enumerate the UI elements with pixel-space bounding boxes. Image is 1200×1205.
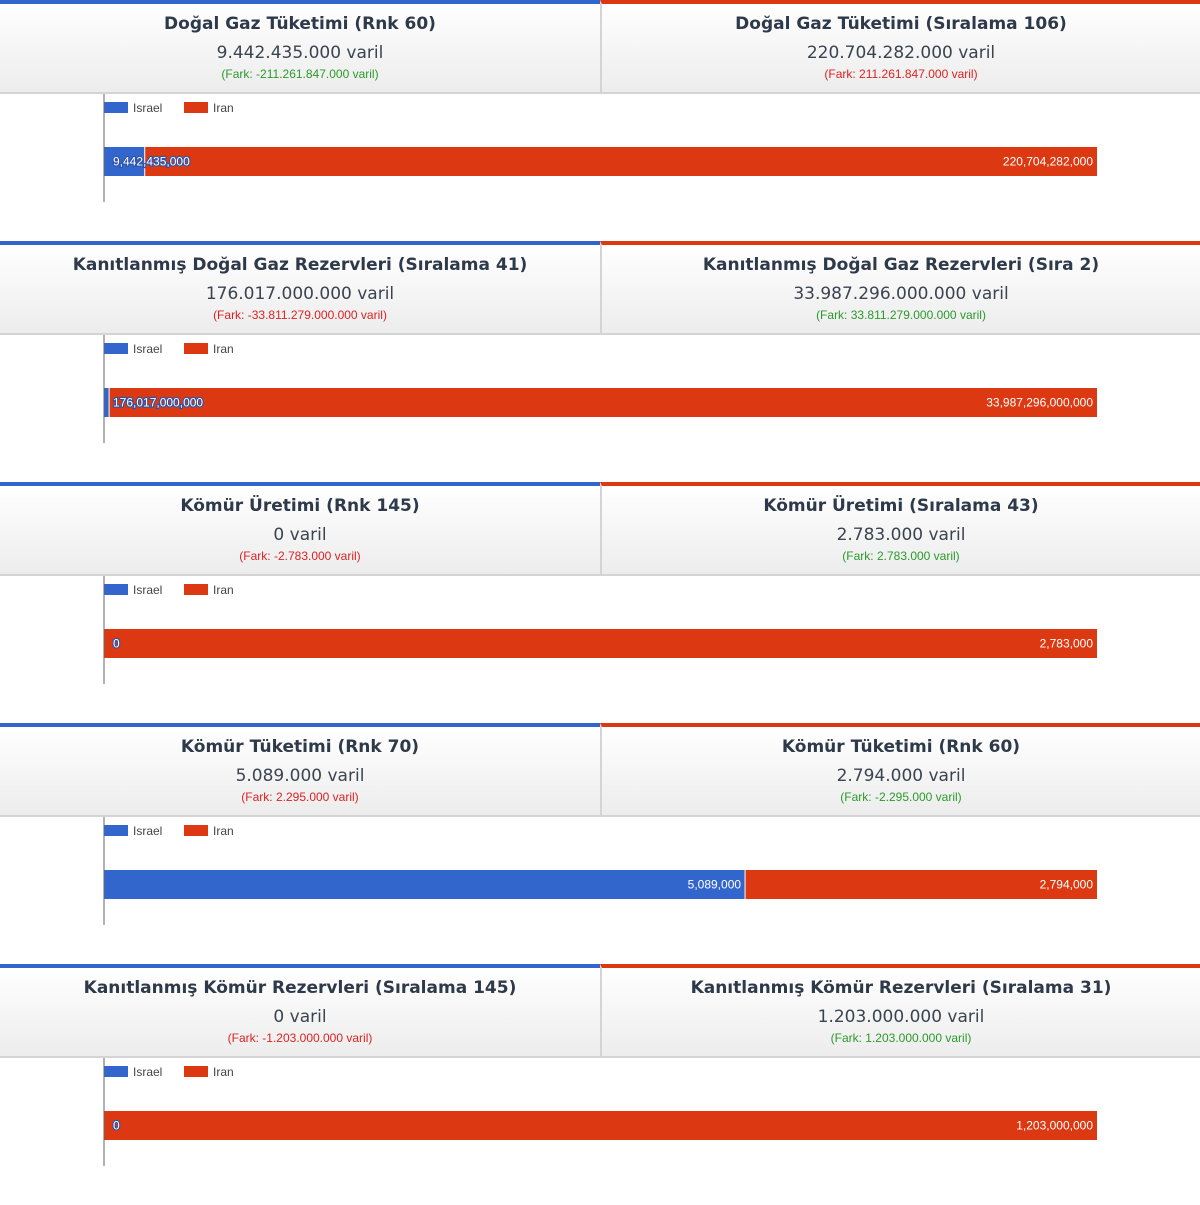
iran-stat-title: Kömür Üretimi (Sıralama 43) [763, 496, 1039, 516]
iran-stat [600, 964, 1200, 1058]
comparison-section [0, 0, 1200, 241]
chart-legend [104, 1065, 234, 1079]
chart-legend [104, 824, 234, 838]
legend-swatch-israel [104, 1066, 128, 1077]
section-header [0, 0, 1200, 94]
data-label-iran: 1,203,000,000 [1016, 1118, 1093, 1133]
section-header [0, 964, 1200, 1058]
israel-stat-diff: (Fark: -2.783.000 varil) [239, 549, 361, 563]
iran-stat-value: 33.987.296.000.000 varil [793, 284, 1009, 304]
chart-svg [0, 817, 1200, 964]
comparison-section [0, 964, 1200, 1205]
iran-stat [600, 482, 1200, 576]
legend-label-israel: Israel [133, 583, 163, 597]
section-header [0, 241, 1200, 335]
legend-label-israel: Israel [133, 101, 163, 115]
chart-svg [0, 576, 1200, 723]
bar-iran [145, 147, 1097, 176]
israel-stat-diff: (Fark: -1.203.000.000 varil) [227, 1031, 373, 1045]
data-label-iran: 2,794,000 [1039, 877, 1093, 892]
iran-stat-diff: (Fark: 33.811.279.000.000 varil) [816, 308, 986, 322]
legend-label-israel: Israel [133, 1065, 163, 1079]
data-label-iran: 220,704,282,000 [1002, 154, 1093, 169]
comparison-section [0, 723, 1200, 964]
bar-chart [0, 1058, 1200, 1205]
israel-stat-diff: (Fark: 2.295.000 varil) [241, 790, 359, 804]
bar-chart [0, 817, 1200, 964]
israel-stat [0, 0, 600, 94]
bar-chart [0, 576, 1200, 723]
legend-label-israel: Israel [133, 824, 163, 838]
iran-stat-title: Kanıtlanmış Kömür Rezervleri (Sıralama 31) [690, 978, 1112, 998]
legend-swatch-israel [104, 102, 128, 113]
bar-chart [0, 94, 1200, 241]
chart-legend [104, 342, 234, 356]
legend-swatch-israel [104, 343, 128, 354]
bar-chart [0, 335, 1200, 482]
israel-stat [0, 241, 600, 335]
comparison-section [0, 482, 1200, 723]
section-header [0, 482, 1200, 576]
iran-stat-diff: (Fark: 1.203.000.000 varil) [830, 1031, 972, 1045]
bar-iran [104, 629, 1097, 658]
israel-stat-diff: (Fark: -211.261.847.000 varil) [221, 67, 379, 81]
iran-stat [600, 241, 1200, 335]
chart-legend [104, 101, 234, 115]
chart-svg [0, 335, 1200, 482]
iran-stat [600, 723, 1200, 817]
iran-stat-value: 2.794.000 varil [836, 766, 966, 786]
data-label-israel: 0 [113, 636, 120, 651]
iran-stat-title: Kömür Tüketimi (Rnk 60) [781, 737, 1021, 757]
comparison-section [0, 241, 1200, 482]
data-label-iran: 2,783,000 [1039, 636, 1093, 651]
data-label-iran: 33,987,296,000,000 [986, 395, 1093, 410]
legend-label-iran: Iran [213, 342, 234, 356]
iran-stat [600, 0, 1200, 94]
legend-label-iran: Iran [213, 583, 234, 597]
israel-stat-value: 9.442.435.000 varil [216, 43, 384, 63]
israel-stat-diff: (Fark: -33.811.279.000.000 varil) [213, 308, 387, 322]
chart-legend [104, 583, 234, 597]
iran-stat-value: 220.704.282.000 varil [806, 43, 996, 63]
chart-svg [0, 94, 1200, 241]
legend-swatch-iran [184, 102, 208, 113]
iran-stat-value: 2.783.000 varil [836, 525, 966, 545]
legend-label-israel: Israel [133, 342, 163, 356]
israel-stat-title: Kömür Üretimi (Rnk 145) [180, 496, 420, 516]
legend-swatch-iran [184, 584, 208, 595]
bar-israel [104, 870, 745, 899]
legend-swatch-israel [104, 584, 128, 595]
israel-stat-value: 176.017.000.000 varil [205, 284, 395, 304]
israel-stat [0, 723, 600, 817]
legend-label-iran: Iran [213, 101, 234, 115]
bar-iran [109, 388, 1097, 417]
iran-stat-diff: (Fark: -2.295.000 varil) [840, 790, 962, 804]
data-label-israel: 176,017,000,000 [113, 395, 204, 410]
bar-iran [104, 1111, 1097, 1140]
legend-label-iran: Iran [213, 824, 234, 838]
data-label-israel: 5,089,000 [687, 877, 742, 892]
iran-stat-value: 1.203.000.000 varil [817, 1007, 985, 1027]
data-label-israel: 0 [113, 1118, 120, 1133]
israel-stat-value: 0 varil [273, 1007, 327, 1027]
bar-israel [104, 388, 109, 417]
legend-swatch-iran [184, 1066, 208, 1077]
legend-swatch-israel [104, 825, 128, 836]
israel-stat-value: 0 varil [273, 525, 327, 545]
israel-stat [0, 482, 600, 576]
chart-svg [0, 1058, 1200, 1205]
legend-label-iran: Iran [213, 1065, 234, 1079]
israel-stat [0, 964, 600, 1058]
israel-stat-title: Kanıtlanmış Kömür Rezervleri (Sıralama 145) [83, 978, 517, 998]
israel-stat-title: Kömür Tüketimi (Rnk 70) [180, 737, 420, 757]
iran-stat-diff: (Fark: 2.783.000 varil) [842, 549, 960, 563]
legend-swatch-iran [184, 825, 208, 836]
iran-stat-title: Doğal Gaz Tüketimi (Sıralama 106) [735, 14, 1067, 34]
israel-stat-value: 5.089.000 varil [235, 766, 365, 786]
israel-stat-title: Doğal Gaz Tüketimi (Rnk 60) [164, 14, 436, 34]
iran-stat-title: Kanıtlanmış Doğal Gaz Rezervleri (Sıra 2) [702, 255, 1100, 275]
israel-stat-title: Kanıtlanmış Doğal Gaz Rezervleri (Sıralama 41) [72, 255, 528, 275]
data-label-israel: 9,442,435,000 [113, 154, 190, 169]
section-header [0, 723, 1200, 817]
iran-stat-diff: (Fark: 211.261.847.000 varil) [824, 67, 978, 81]
legend-swatch-iran [184, 343, 208, 354]
